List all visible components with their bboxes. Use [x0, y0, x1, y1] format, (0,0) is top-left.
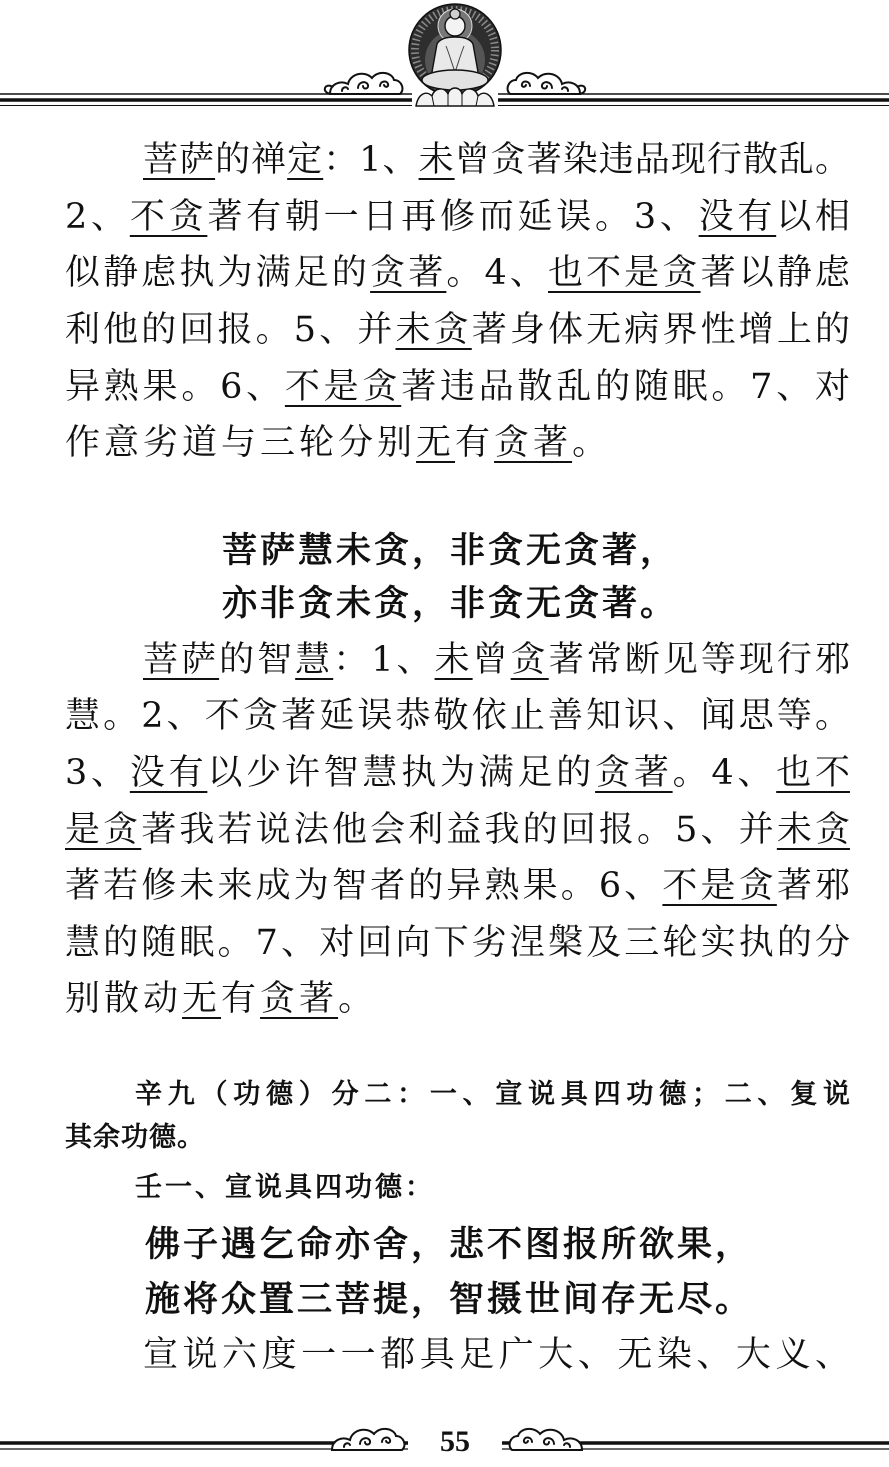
text-segment: ：1、	[323, 140, 419, 180]
cloud-ornament-icon	[508, 73, 586, 94]
underlined-text: 未贪	[395, 310, 472, 350]
text-segment: 似静虑执为满足的	[65, 253, 371, 293]
underlined-text: 无	[182, 979, 222, 1019]
verse-line: 施将众置三菩提，智摄世间存无尽。	[145, 1280, 754, 1320]
text-segment: 。	[338, 979, 378, 1019]
text-line	[65, 310, 850, 350]
text-segment: 著若修未来成为智者的异熟果。6、	[65, 866, 663, 906]
text-segment: 利他的回报。5、并	[65, 310, 396, 350]
underlined-text: 未贪	[776, 810, 850, 850]
underlined-text: 无	[416, 423, 456, 463]
text-line	[65, 197, 850, 237]
text-segment: 慧。2、不贪著延误恭敬依止善知识、闻思等。	[65, 696, 850, 736]
subsection-heading: 壬一、宣说具四功德：	[135, 1172, 435, 1203]
underlined-text: 定	[287, 140, 324, 180]
text-segment: 有	[221, 979, 261, 1019]
text-segment: 曾贪著染违品现行散乱。	[454, 140, 850, 180]
buddha-icon	[409, 4, 501, 106]
text-segment: 著违品散乱的随眠。7、对	[401, 367, 850, 407]
text-segment: 。4、	[446, 253, 549, 293]
underlined-text: 菩萨	[143, 140, 216, 180]
text-segment: 著我若说法他会利益我的回报。5、并	[141, 810, 777, 850]
text-segment: 著身体无病界性增上的	[471, 310, 850, 350]
text-line	[143, 140, 850, 180]
underlined-text: 不是贪	[662, 866, 777, 906]
underlined-text: 未	[418, 140, 455, 180]
page-header	[0, 0, 889, 112]
text-segment: 2、	[65, 197, 130, 237]
text-segment: 著有朝一日再修而延误。3、	[207, 197, 699, 237]
verse-line: 佛子遇乞命亦舍，悲不图报所欲果，	[145, 1225, 754, 1265]
underlined-text: 贪著	[494, 423, 573, 463]
heading-line: 其余功德。	[65, 1122, 205, 1153]
underlined-text: 未	[434, 640, 473, 680]
verse-line: 亦非贪未贪，非贪无贪著。	[222, 584, 679, 624]
text-segment: 有	[455, 423, 495, 463]
verse-line: 菩萨慧未贪，非贪无贪著，	[222, 531, 679, 571]
underlined-text: 贪	[510, 640, 549, 680]
text-segment: 异熟果。6、	[65, 367, 285, 407]
text-line	[65, 979, 377, 1019]
text-segment: 作意劣道与三轮分别	[65, 423, 417, 463]
text-line	[143, 640, 850, 680]
underlined-text: 也不是贪	[548, 253, 701, 293]
text-segment: 以少许智慧执为满足的	[207, 753, 596, 793]
text-segment: 的禅	[215, 140, 288, 180]
text-line	[65, 253, 850, 293]
text-segment: 以相	[776, 197, 850, 237]
text-line	[65, 923, 850, 963]
cloud-ornament-icon	[325, 73, 403, 94]
heading-line: 辛九（功德）分二：一、宣说具四功德；二、复说	[135, 1079, 850, 1110]
underlined-text: 没有	[129, 753, 208, 793]
text-line	[65, 423, 611, 463]
underlined-text: 贪著	[260, 979, 339, 1019]
text-segment: 著以静虑	[700, 253, 850, 293]
text-segment: 慧的随眠。7、对回向下劣涅槃及三轮实执的分	[65, 923, 850, 963]
text-line	[65, 753, 850, 793]
text-segment: 著常断见等现行邪	[548, 640, 850, 680]
text-segment: 曾	[472, 640, 511, 680]
paragraph-qualities: 宣说六度一一都具足广大、无染、大义、	[143, 1335, 850, 1375]
text-segment: 。4、	[672, 753, 777, 793]
page-number: 55	[440, 1425, 470, 1458]
text-segment: ：1、	[333, 640, 435, 680]
underlined-text: 没有	[698, 197, 777, 237]
text-segment: 3、	[65, 753, 130, 793]
text-line	[65, 866, 850, 906]
text-segment: 。	[572, 423, 612, 463]
text-segment: 著邪	[776, 866, 850, 906]
underlined-text: 是贪	[65, 810, 142, 850]
underlined-text: 也不	[776, 753, 850, 793]
underlined-text: 慧	[295, 640, 334, 680]
underlined-text: 菩萨	[143, 640, 220, 680]
text-line	[65, 696, 850, 736]
cloud-ornament-icon	[332, 1429, 404, 1450]
text-line	[65, 367, 850, 407]
underlined-text: 贪著	[370, 253, 447, 293]
text-segment: 的智	[219, 640, 296, 680]
text-line	[65, 810, 850, 850]
cloud-ornament-icon	[510, 1429, 582, 1450]
underlined-text: 不贪	[129, 197, 208, 237]
underlined-text: 贪著	[595, 753, 673, 793]
underlined-text: 不是贪	[284, 367, 402, 407]
text-segment: 别散动	[65, 979, 183, 1019]
